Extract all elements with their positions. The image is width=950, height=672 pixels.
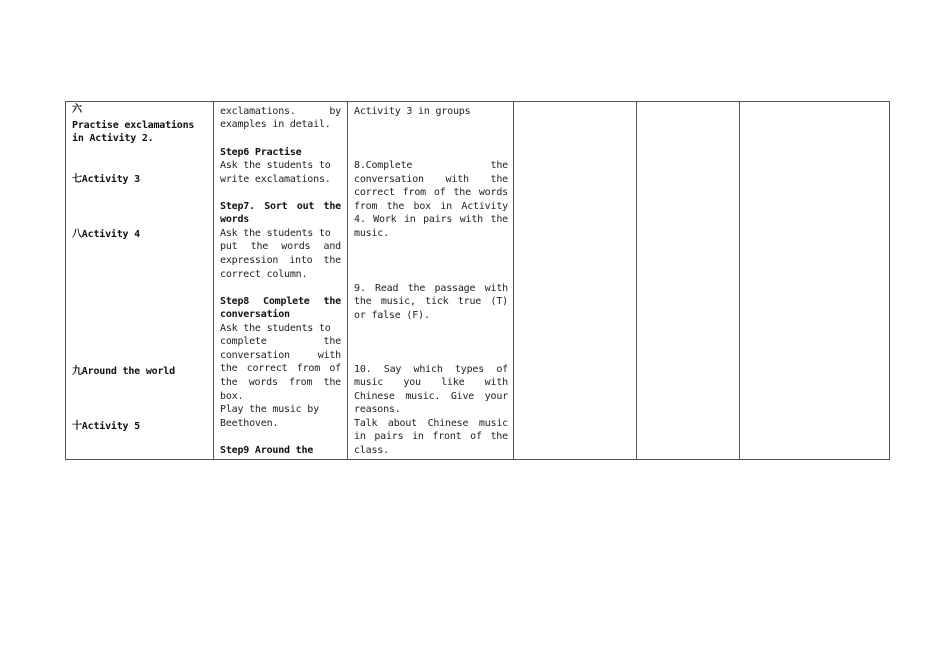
word: Read [375,283,399,294]
word: 8.Complete [354,160,413,171]
word: from [296,363,321,374]
word: into [289,255,313,266]
student-line [354,213,508,226]
student-line [354,159,508,172]
word: music. [405,391,441,402]
word: Chinese [354,391,395,402]
word: Chinese [427,418,469,429]
step8-heading-cont: conversation [220,309,290,320]
word: correct [354,187,395,198]
empty-cell [740,102,890,460]
student-line [354,417,508,430]
step7-heading [220,200,341,213]
word: and [323,241,341,252]
word: the [490,160,508,171]
word: with [445,174,469,185]
word: the [490,431,508,442]
word: from [289,377,313,388]
student-line [354,376,508,389]
word: Work [373,214,397,225]
word: with [484,377,508,388]
teacher-line [220,349,341,362]
empty-cell [637,102,740,460]
word: box [413,201,431,212]
teacher-line [220,362,341,375]
practise-exclamations-heading: Practise exclamations [72,120,195,131]
word: Say [383,364,402,375]
word: from [402,187,426,198]
word: the [220,377,238,388]
word: which [413,364,443,375]
word: the [323,201,341,212]
word: the [354,296,372,307]
word: in [354,431,366,442]
student-line [354,295,508,308]
teacher-line: Ask the students to [220,160,331,171]
word: Talk [354,418,378,429]
student-line: class. [354,445,389,456]
word: tick [425,296,449,307]
word: out [296,201,315,212]
word: 9. [354,283,366,294]
activity-4-heading: 八Activity 4 [72,229,141,240]
step6-heading: Step6 Practise [220,147,302,158]
word: with [484,283,508,294]
student-line [354,430,508,443]
word: the [407,283,426,294]
student-line [354,390,508,403]
word: of [329,363,341,374]
teacher-line: correct column. [220,269,308,280]
word: in [440,201,453,212]
word: conversation [354,174,424,185]
word: words [248,377,278,388]
word: the [220,363,238,374]
empty-cell [514,102,637,460]
activities-cell [66,102,214,460]
word: (T) [490,296,508,307]
word: correct [246,363,288,374]
student-line [354,363,508,376]
activity-3-heading: 七Activity 3 [72,174,141,185]
word: music [478,418,508,429]
student-line: or false (F). [354,310,430,321]
word: from [354,201,378,212]
teacher-line: Ask the students to [220,228,331,239]
student-line: music. [354,228,389,239]
word: front [432,431,462,442]
student-activities-cell [348,102,514,460]
teacher-line: Ask the students to [220,323,331,334]
word: conversation [220,350,290,361]
student-line [354,186,508,199]
word: complete [220,336,267,347]
word: Complete [263,296,310,307]
word: Step7. [220,201,255,212]
word: the [490,174,508,185]
student-line [354,200,508,213]
teacher-line: Beethoven. [220,418,279,429]
step9-heading: Step9 Around the [220,445,314,456]
step7-heading-cont: words [220,214,250,225]
word: words [478,187,508,198]
word: of [470,431,482,442]
word: like [441,377,465,388]
word: exclamations. [220,106,296,117]
teacher-line: write exclamations. [220,174,331,185]
word: the [323,255,341,266]
word: true [457,296,482,307]
word: 10. [354,364,372,375]
word: with [459,214,484,225]
word: of [496,364,508,375]
teacher-line [220,376,341,389]
teacher-activities-cell [214,102,348,460]
lesson-plan-table [65,101,890,460]
word: put [220,241,238,252]
teacher-line: Play the music by [220,404,319,415]
word: Sort [264,201,288,212]
student-line: reasons. [354,404,401,415]
word: expression [220,255,279,266]
word: in [412,431,424,442]
teacher-line [220,335,341,348]
word: the [250,241,269,252]
word: Activity [461,201,508,212]
teacher-line: box. [220,391,244,402]
student-line [354,282,508,295]
word: Step8 [220,296,250,307]
word: the [323,336,341,347]
word: in [403,214,416,225]
word: words [281,241,311,252]
word: passage [434,283,476,294]
word: Give [450,391,475,402]
word: you [403,377,421,388]
word: the [453,187,471,198]
word: about [387,418,417,429]
around-the-world-heading: 九Around the world [72,366,175,377]
word: music, [380,296,416,307]
student-line [354,173,508,186]
word: 4. [354,214,366,225]
word: music [354,377,384,388]
teacher-line [220,105,341,118]
teacher-line [220,254,341,267]
word: with [317,350,341,361]
word: your [484,391,508,402]
word: pairs [374,431,404,442]
teacher-line [220,240,341,253]
word: pairs [423,214,453,225]
section-six-label: 六 [72,104,82,115]
teacher-line: examples in detail. [220,119,331,130]
word: the [323,296,341,307]
word: the [490,214,508,225]
step8-heading [220,295,341,308]
practise-exclamations-heading-cont: in Activity 2. [72,133,154,144]
activity-5-heading: 十Activity 5 [72,421,141,432]
word: types [454,364,485,375]
word: of [433,187,446,198]
word: the [323,377,341,388]
word: the [386,201,405,212]
word: by [329,106,341,117]
student-line: Activity 3 in groups [354,106,471,117]
table-row [66,102,890,460]
